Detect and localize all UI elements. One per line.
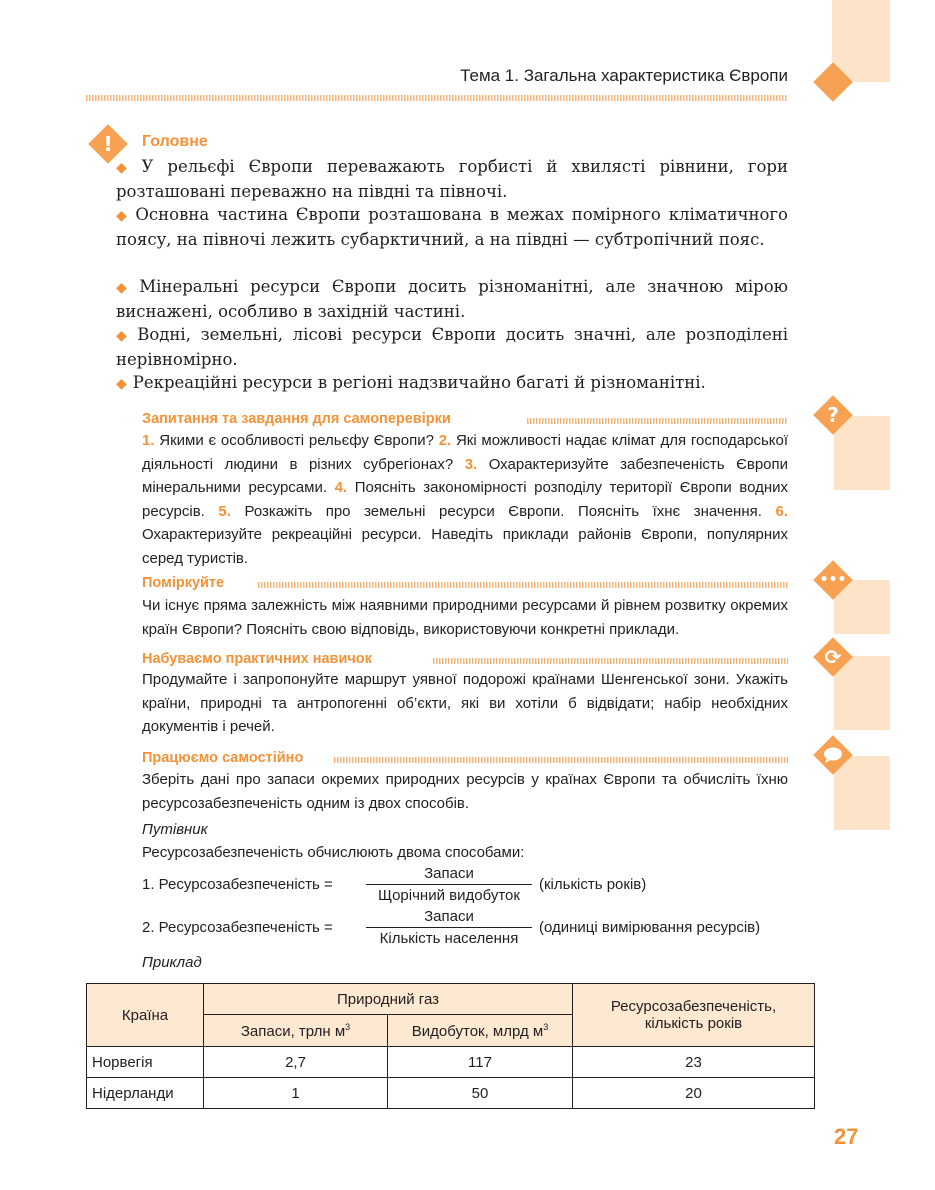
self-divider [334,757,788,763]
formula1-numerator: Запаси [366,865,532,885]
example-label: Приклад [142,954,202,971]
page-number: 27 [834,1124,859,1149]
think-title: Поміркуйте [142,575,225,591]
formula2-prefix: 2. Ресурсозабезпеченість = [142,919,333,936]
main-bullet: ◆ Рекреаційні ресурси в регіоні надзвичайно багаті й різноманітні. [116,373,706,392]
table-row [87,1047,815,1078]
bullet-icon: ◆ [116,160,136,176]
bullet-icon: ◆ [116,208,130,224]
self-text: Зберіть дані про запаси окремих природних ресурсів у країнах Європи та обчисліть їхню ресурсозабезпеченість одним із двох способів. [142,771,788,812]
practice-divider [433,658,788,664]
header-divider [86,95,788,101]
table-cell-security: 20 [573,1078,815,1109]
table-cell-reserves: 1 [204,1078,388,1109]
table-header-gas: Природний газ [204,984,573,1015]
formula1-prefix: 1. Ресурсозабезпеченість = [142,876,333,893]
think-text: Чи існує пряма залежність між наявними природними ресурсами й рівнем розвитку окремих країн Європи? Поясніть свою відповідь, використовуючи конкретні приклади. [142,597,788,638]
table-header-production: Видобуток, млрд $м^3$ [388,1015,573,1047]
speech-bubble-icon-glyph [823,746,843,764]
table-row [87,1078,815,1109]
table-cell-production: 117 [388,1047,573,1078]
bullet-icon: ◆ [116,328,132,344]
exclamation-icon: ! [103,132,113,156]
table-cell-security: 23 [573,1047,815,1078]
table-cell-country: Нідерланди [87,1078,204,1109]
table-cell-reserves: 2,7 [204,1047,388,1078]
table-cell-country: Норвегія [87,1047,204,1078]
main-title: Головне [142,133,208,150]
main-bullet: ◆ Водні, земельні, лісові ресурси Європи досить значні, але розподілені нерівномірно. [116,325,788,369]
guide-intro: Ресурсозабезпеченість обчислюють двома способами: [142,844,525,861]
formula1-suffix: (кількість років) [539,876,647,893]
bullet-icon: ◆ [116,376,127,392]
self-title: Працюємо самостійно [142,750,304,766]
main-bullet: ◆ Основна частина Європи розташована в межах помірного кліматичного поясу, на півночі лежить субарктичний, а на півдні — субтропічний пояс. [116,205,788,249]
formula2-fraction [366,908,532,947]
formula2-denominator: Кількість населення [379,930,519,947]
formula2-numerator: Запаси [366,908,532,928]
main-bullet: ◆ У рельєфі Європи переважають горбисті й хвилясті рівнини, гори розташовані переважно на півдні та півночі. [116,157,788,201]
speech-bubble-icon [813,735,853,775]
table-header-reserves: Запаси, трлн $м^3$ [204,1015,388,1047]
think-divider [258,582,788,588]
question-icon: ? [827,403,839,427]
page-header-title: Тема 1. Загальна характеристика Європи [460,66,788,85]
speech-dots-icon: ••• [819,572,847,588]
practice-text: Продумайте і запропонуйте маршрут уявної подорожі країнами Шенгенської зони. Укажіть країни, природні та антропогенні об’єкти, які ви хотіли б відвідати; набір необхідних документів і речей. [142,671,788,735]
guide-label: Путівник [142,821,208,838]
practice-title: Набуваємо практичних навичок [142,651,372,667]
table-cell-production: 50 [388,1078,573,1109]
table-header-country: Країна [87,984,204,1047]
main-bullet: ◆ Мінеральні ресурси Європи досить різноманітні, але значною мірою виснажені, особливо в західній частині. [116,277,788,321]
formula1-fraction [366,865,532,904]
table-header-security: Ресурсозабезпеченість, кількість років [573,984,815,1047]
questions-text: 1. Якими є особливості рельєфу Європи? 2. Які можливості надає клімат для господарської діяльності людини в різних субрегіонах? 3. Охарактеризуйте забезпеченість Європи мінеральними ресурсами. 4. Поясніть закономірності розподілу території Європи водних ресурсів. 5. Розкажіть про земельні ресурси Європи. Поясніть їхнє значення. 6. Охарактеризуйте рекреаційні ресурси. Наведіть приклади районів Європи, популярних серед туристів. [142,432,789,567]
questions-title: Запитання та завдання для самоперевірки [142,411,451,427]
formula1-denominator: Щорічний видобуток [378,887,520,904]
bullet-icon: ◆ [116,280,134,296]
cycle-arrows-icon: ⟳ [824,645,842,669]
formula2-suffix: (одиниці вимірювання ресурсів) [539,919,761,936]
questions-divider [527,418,788,424]
resource-table [86,983,815,1109]
